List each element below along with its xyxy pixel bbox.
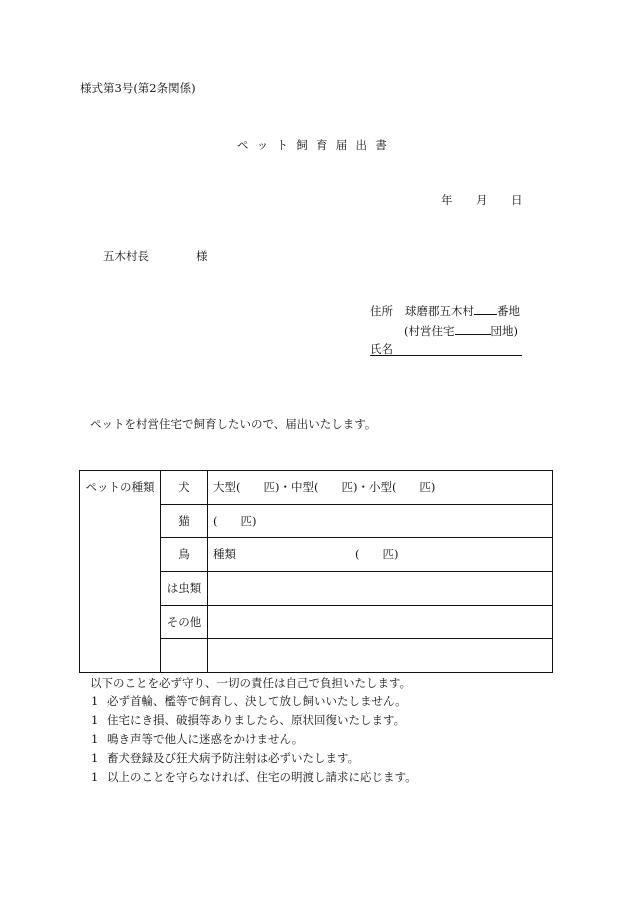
pet-table [79, 470, 553, 673]
pledge-item-text: 以上のことを守らなければ、住宅の明渡し請求に応じます。 [107, 770, 417, 784]
pledge-item-number: 1 [91, 694, 99, 708]
applicant-name-line [370, 343, 522, 356]
pledge-item-number: 1 [91, 770, 99, 784]
date-year-label: 年 [441, 193, 453, 207]
pledge-intro: 以下のことを必ず守り、一切の責任は自己で負担いたします。 [90, 676, 412, 690]
address-suffix: 番地 [497, 304, 520, 318]
pledge-item-text: 鳴き声等で他人に迷惑をかけません。 [107, 732, 304, 746]
pledge-item [90, 693, 407, 709]
bird-species-count [208, 538, 553, 572]
bird-count-text: ( 匹) [355, 547, 399, 562]
housing-line [404, 323, 518, 339]
pledge-item [90, 769, 417, 785]
pet-category-other: その他 [161, 606, 208, 640]
housing-prefix: (村営住宅 [404, 324, 455, 338]
cat-count [208, 505, 553, 539]
document-title: ペ ッ ト 飼 育 届 出 書 [237, 138, 390, 152]
pledge-item-text: 必ず首輪、檻等で飼育し、決して放し飼いいたしません。 [107, 694, 407, 708]
cat-detail-text: ( 匹) [213, 513, 257, 528]
blank-detail [208, 639, 553, 673]
pet-type-header: ペットの種類 [80, 471, 161, 673]
pledge-item-number: 1 [91, 732, 99, 746]
date-month-label: 月 [476, 193, 488, 207]
other-detail [208, 606, 553, 640]
form-number: 様式第3号(第2条関係) [80, 81, 196, 95]
pledge-item [90, 712, 405, 728]
pet-category-reptile: は虫類 [161, 572, 208, 606]
address-line [370, 303, 520, 319]
pledge-item [90, 750, 359, 766]
dog-detail-text: 大型( 匹)・中型( 匹)・小型( 匹) [213, 480, 436, 494]
pet-category-cat: 猫 [161, 505, 208, 539]
lot-number-blank [474, 303, 497, 315]
pledge-item-number: 1 [91, 751, 99, 765]
name-label: 氏名 [370, 342, 393, 356]
statement-text: ペットを村営住宅で飼育したいので、届出いたします。 [90, 417, 377, 431]
pet-category-blank [161, 639, 208, 673]
pledge-item [90, 731, 303, 747]
housing-complex-blank [455, 323, 491, 335]
pledge-item-number: 1 [91, 713, 99, 727]
bird-species-label: 種類 [213, 547, 236, 562]
pet-category-bird: 鳥 [161, 538, 208, 572]
pledge-item-text: 畜犬登録及び狂犬病予防注射は必ずいたします。 [107, 751, 360, 765]
pledge-item-text: 住宅にき損、破損等ありましたら、原状回復いたします。 [107, 713, 406, 727]
address-label: 住所 [370, 304, 393, 318]
addressee-honorific: 様 [196, 249, 208, 263]
addressee-name: 五木村長 [103, 249, 149, 263]
date-day-label: 日 [511, 193, 523, 207]
reptile-detail [208, 572, 553, 606]
dog-size-counts [208, 471, 553, 505]
housing-suffix: 団地) [490, 324, 518, 338]
pet-category-dog: 犬 [161, 471, 208, 505]
address-prefix: 球磨郡五木村 [405, 304, 474, 318]
